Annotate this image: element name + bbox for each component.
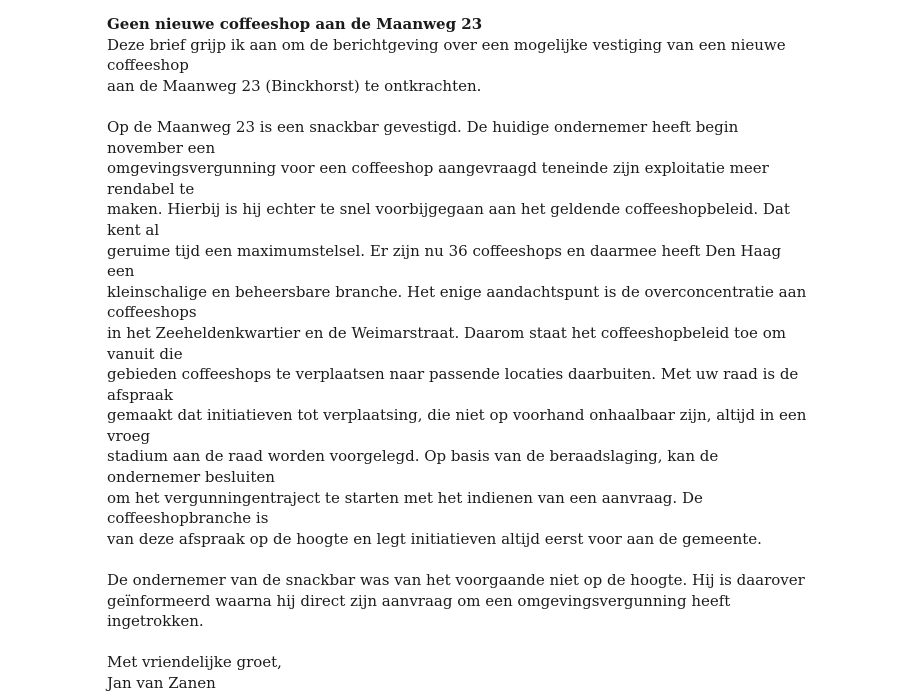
- body-line: omgevingsvergunning voor een coffeeshop aangevraagd teneinde zijn exploitatie meer rendabel te: [107, 159, 769, 198]
- signature: Jan van Zanen: [107, 674, 216, 692]
- body-line: maken. Hierbij is hij echter te snel voorbijgegaan aan het geldende coffeeshopbeleid. Dat kent al: [107, 200, 790, 239]
- intro-line: Deze brief grijp ik aan om de berichtgeving over een mogelijke vestiging van een nieuwe coffeeshop: [107, 35, 786, 75]
- body-line: om het vergunningentraject te starten met het indienen van een aanvraag. De coffeeshopbranche is: [107, 488, 703, 528]
- body-line: gebieden coffeeshops te verplaatsen naar passende locaties daarbuiten. Met uw raad is de afspraak: [107, 365, 799, 404]
- paragraph-gap: [107, 632, 807, 653]
- body-line: geïnformeerd waarna hij direct zijn aanvraag om een omgevingsvergunning heeft ingetrokken.: [107, 591, 731, 631]
- closing: Met vriendelijke groet,: [107, 653, 282, 672]
- intro-line: aan de Maanweg 23 (Binckhorst) te ontkrachten.: [107, 76, 482, 95]
- body-line: gemaakt dat initiatieven tot verplaatsing, die niet op voorhand onhaalbaar zijn, altijd in een vroeg: [107, 406, 807, 445]
- letter: [107, 14, 807, 694]
- body-line: Op de Maanweg 23 is een snackbar gevestigd. De huidige ondernemer heeft begin november een: [107, 117, 739, 157]
- letter-title: Geen nieuwe coffeeshop aan de Maanweg 23: [107, 15, 483, 33]
- body-line: geruime tijd een maximumstelsel. Er zijn nu 36 coffeeshops en daarmee heeft Den Haag een: [107, 241, 782, 281]
- body-line: in het Zeeheldenkwartier en de Weimarstraat. Daarom staat het coffeeshopbeleid toe om vanuit die: [107, 323, 786, 363]
- paragraph-gap: [107, 96, 807, 117]
- body-line: stadium aan de raad worden voorgelegd. Op basis van de beraadslaging, kan de ondernemer besluiten: [107, 447, 719, 487]
- body-line: kleinschalige en beheersbare branche. Het enige aandachtspunt is de overconcentratie aan coffeeshops: [107, 282, 807, 322]
- body-line: De ondernemer van de snackbar was van het voorgaande niet op de hoogte. Hij is daarover: [107, 571, 805, 590]
- paragraph-gap: [107, 549, 807, 570]
- body-line: van deze afspraak op de hoogte en legt initiatieven altijd eerst voor aan de gemeente.: [107, 529, 762, 548]
